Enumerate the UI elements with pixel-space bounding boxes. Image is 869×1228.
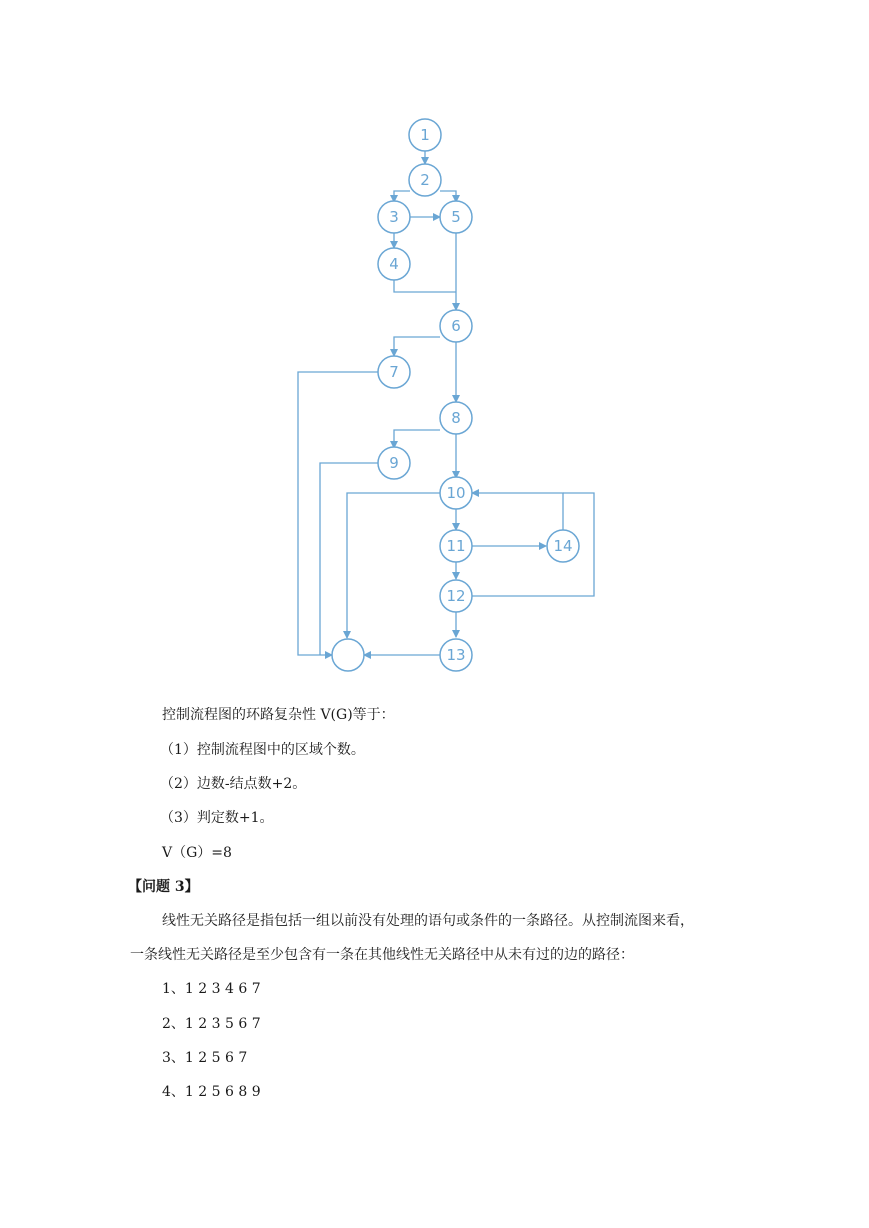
node-3 — [378, 201, 410, 233]
node-6 — [440, 310, 472, 342]
svg-text:12: 12 — [446, 587, 466, 605]
edge-10-exit — [347, 493, 441, 638]
svg-text:3: 3 — [389, 208, 399, 226]
node-exit — [332, 639, 364, 671]
edge-4-6 — [394, 280, 456, 292]
svg-text:2: 2 — [420, 171, 430, 189]
path-3: 3、1 2 5 6 7 — [162, 1050, 248, 1066]
node-5 — [440, 201, 472, 233]
edge-14-10 — [472, 493, 563, 531]
node-4 — [378, 248, 410, 280]
svg-text:1: 1 — [420, 126, 430, 144]
node-12 — [440, 580, 472, 612]
node-11 — [440, 530, 472, 562]
svg-text:4: 4 — [389, 255, 399, 273]
node-1 — [409, 119, 441, 151]
node-10 — [440, 477, 472, 509]
node-14 — [547, 530, 579, 562]
edge-6-7 — [394, 337, 440, 356]
edge-7-exit — [298, 372, 378, 655]
paragraph-line-2: 一条线性无关路径是至少包含有一条在其他线性无关路径中从未有过的边的路径： — [130, 947, 634, 963]
node-9 — [378, 447, 410, 479]
path-4: 4、1 2 5 6 8 9 — [162, 1084, 261, 1100]
svg-text:8: 8 — [451, 409, 461, 427]
svg-text:14: 14 — [553, 537, 573, 555]
edge-2-3 — [394, 191, 410, 202]
node-2 — [409, 164, 441, 196]
path-1: 1、1 2 3 4 6 7 — [162, 981, 261, 997]
complexity-intro: 控制流程图的环路复杂性 V(G)等于： — [162, 707, 395, 723]
node-7 — [378, 356, 410, 388]
node-13 — [440, 639, 472, 671]
edge-9-exit — [320, 463, 378, 655]
svg-text:9: 9 — [389, 454, 399, 472]
svg-text:5: 5 — [451, 208, 461, 226]
edge-2-5 — [440, 191, 456, 202]
svg-text:13: 13 — [446, 646, 466, 664]
paragraph-line-1: 线性无关路径是指包括一组以前没有处理的语句或条件的一条路径。从控制流图来看， — [162, 913, 694, 929]
rule-2: （2）边数-结点数+2。 — [160, 776, 307, 792]
svg-text:11: 11 — [446, 537, 466, 555]
svg-text:6: 6 — [451, 317, 461, 335]
question-3-heading: 【问题 3】 — [128, 879, 199, 895]
svg-text:7: 7 — [389, 363, 399, 381]
rule-1: （1）控制流程图中的区域个数。 — [160, 742, 365, 758]
rule-3: （3）判定数+1。 — [160, 810, 274, 826]
svg-text:10: 10 — [446, 484, 466, 502]
complexity-result: V（G）=8 — [162, 845, 232, 861]
edge-8-9 — [394, 430, 440, 448]
node-8 — [440, 402, 472, 434]
path-2: 2、1 2 3 5 6 7 — [162, 1016, 261, 1032]
